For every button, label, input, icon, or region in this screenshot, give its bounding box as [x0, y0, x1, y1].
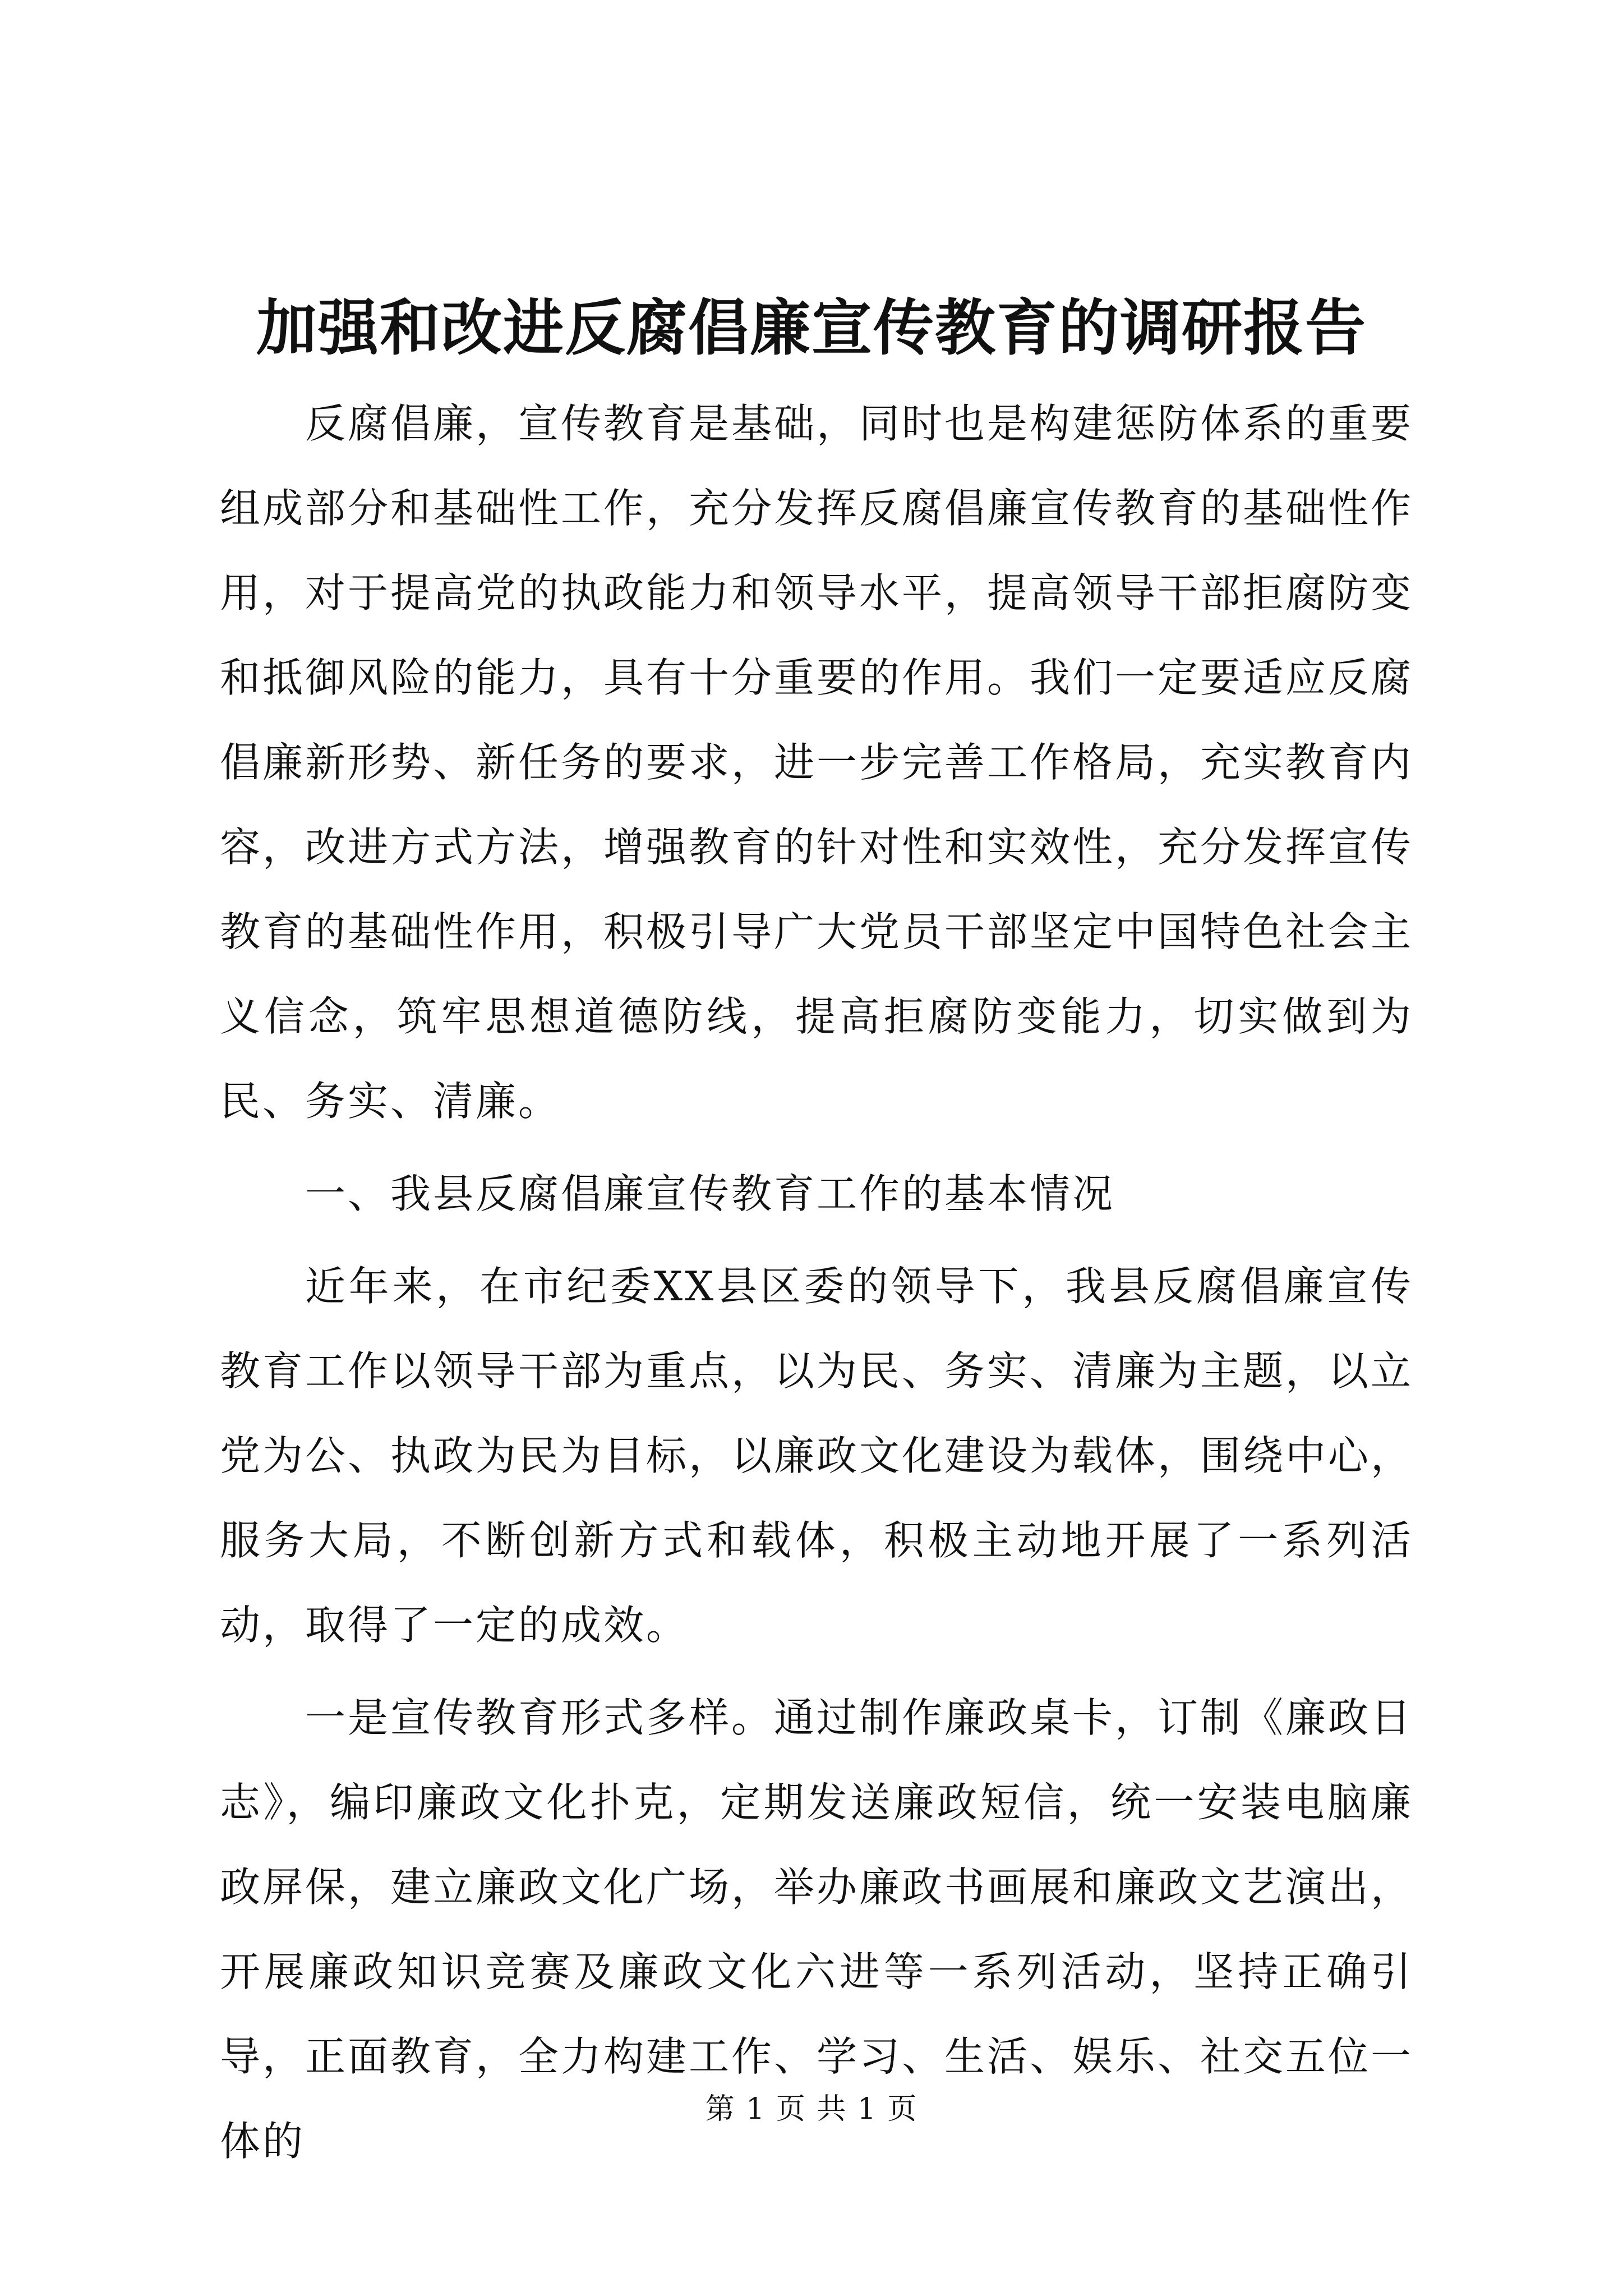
page-number-footer: 第 1 页 共 1 页 [705, 2092, 918, 2126]
paragraph-intro: 反腐倡廉，宣传教育是基础，同时也是构建惩防体系的重要组成部分和基础性工作，充分发挥反腐倡廉宣传教育的基础性作用，对于提高党的执政能力和领导水平，提高领导干部拒腐防变和抵御风险的能力，具有十分重要的作用。我们一定要适应反腐倡廉新形势、新任务的要求，进一步完善工作格局，充实教育内容，改进方式方法，增强教育的针对性和实效性，充分发挥宣传教育的基础性作用，积极引导广大党员干部坚定中国特色社会主义信念，筑牢思想道德防线，提高拒腐防变能力，切实做到为民、务实、清廉。 [220, 400, 1414, 1125]
document-body [220, 381, 1413, 2184]
document-title: 加强和改进反腐倡廉宣传教育的调研报告 [256, 293, 1367, 364]
paragraph-diverse-forms: 一是宣传教育形式多样。通过制作廉政桌卡，订制《廉政日志》，编印廉政文化扑克，定期发送廉政短信，统一安装电脑廉政屏保，建立廉政文化广场，举办廉政书画展和廉政文艺演出，开展廉政知识竞赛及廉政文化六进等一系列活动，坚持正确引导，正面教育，全力构建工作、学习、生活、娱乐、社交五位一体的 [220, 1694, 1414, 2165]
paragraph-recent-years: 近年来，在市纪委XX县区委的领导下，我县反腐倡廉宣传教育工作以领导干部为重点，以为民、务实、清廉为主题，以立党为公、执政为民为目标，以廉政文化建设为载体，围绕中心，服务大局，不断创新方式和载体，积极主动地开展了一系列活动，取得了一定的成效。 [220, 1263, 1414, 1649]
section-heading-basic-situation: 一、我县反腐倡廉宣传教育工作的基本情况 [305, 1170, 1115, 1217]
